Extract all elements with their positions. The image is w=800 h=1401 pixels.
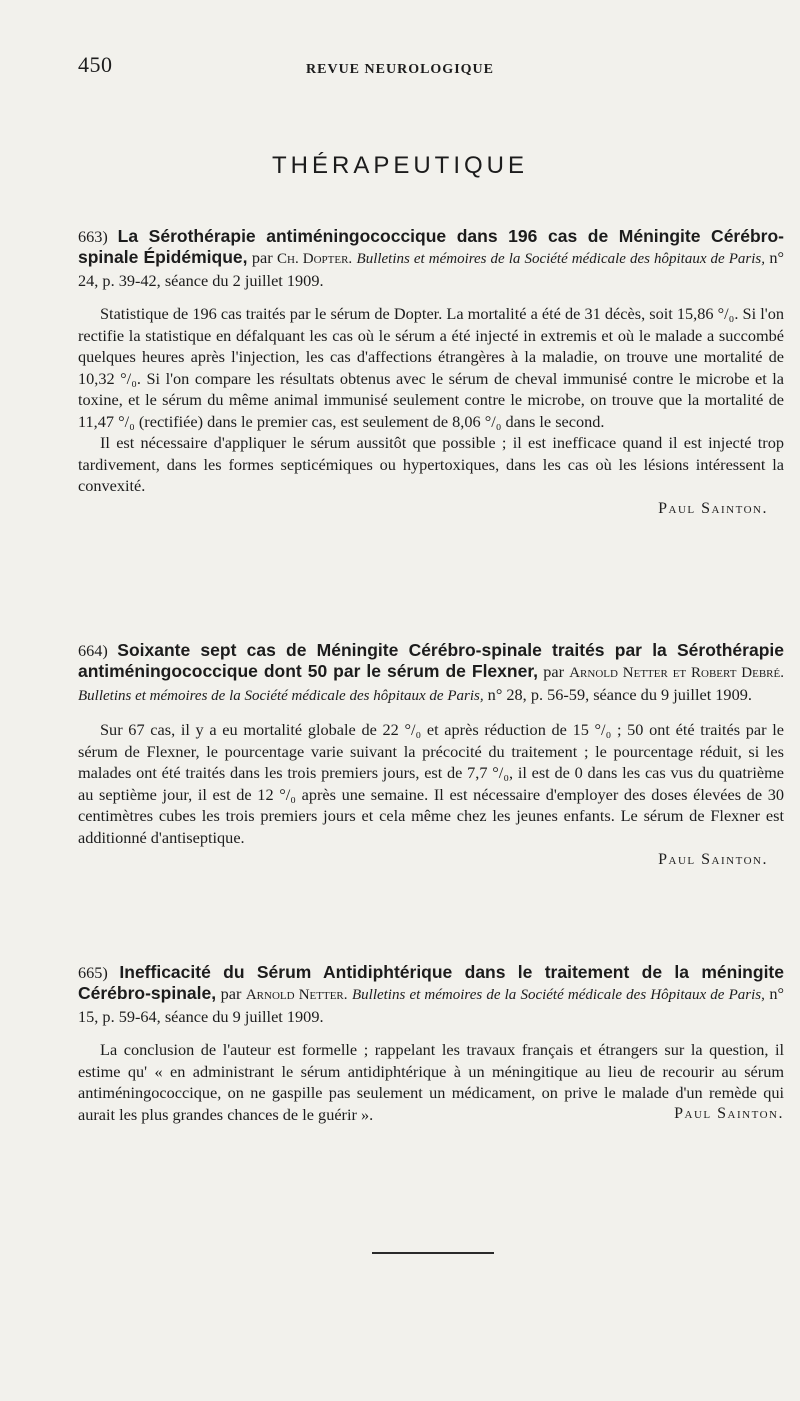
entry-by: par — [251, 248, 273, 267]
page-number: 450 — [78, 52, 113, 77]
entry-title: Soixante sept cas de Méningite Cérébro-spinale traités par la Sérothérapie antiméningococcique dont 50 par le sérum de Flexner, — [78, 640, 784, 681]
entry-heading — [78, 962, 784, 1027]
entry-heading — [78, 226, 784, 291]
entry-authors: Arnold Netter. — [245, 987, 348, 1003]
entry-source: Bulletins et mémoires de la Société médicale des hôpitaux de Paris, — [78, 688, 484, 704]
abstract-663 — [78, 226, 784, 519]
entry-authors: Arnold Netter et Robert Debré. — [569, 665, 784, 681]
section-title: THÉRAPEUTIQUE — [271, 152, 529, 179]
entry-title: Inefficacité du Sérum Antidiphtérique dans le traitement de la méningite Cérébro-spinale, — [78, 962, 784, 1003]
entry-by: par — [220, 984, 242, 1003]
entry-paragraph: Sur 67 cas, il y a eu mortalité globale de 22 °/₀ et après réduction de 15 °/₀ ; 50 ont été traités par le sérum de Flexner, le pourcentage varie suivant la précocité du traitement ; le pourcentage réduit, si les malades ont été traités dans les trois premiers jours, est de 7,7 °/₀, il est de 0 dans les cas vus du quatrième au septième jour, il est de 12 °/₀ après une semaine. Il est nécessaire d'employer des doses élevées de 30 centimètres cubes les trois premiers jours et cela même chez les jeunes enfants. Le sérum de Flexner est additionné d'antiseptique. — [78, 720, 784, 847]
entry-source: Bulletins et mémoires de la Société médicale des hôpitaux de Paris, — [356, 251, 765, 267]
entry-source: Bulletins et mémoires de la Société médicale des Hôpitaux de Paris, — [351, 987, 765, 1003]
entry-number: 664) — [78, 641, 108, 660]
entry-by: par — [543, 662, 565, 681]
entry-authors: Ch. Dopter. — [277, 251, 353, 267]
entry-paragraph-text: La conclusion de l'auteur est formelle ; rappelant les travaux français et étrangers sur la question, il estime qu' « en administrant le sérum antidiphtérique à un méningitique au lieu de recourir au sérum antiméningococcique, on ne gaspille pas seulement un médicament, on prive le malade d'un remède qui aurait les plus grandes chances de le guérir ». — [78, 1040, 784, 1124]
entry-signature: Paul Sainton. — [658, 851, 768, 868]
entry-details: n° 15, p. 59-64, séance du 9 juillet 1909. — [78, 984, 784, 1026]
entry-paragraph — [78, 1039, 784, 1125]
end-rule — [372, 1252, 494, 1254]
entry-details: n° 28, p. 56-59, séance du 9 juillet 1909. — [487, 685, 752, 704]
entry-paragraph: Statistique de 196 cas traités par le sérum de Dopter. La mortalité a été de 31 décès, soit 15,86 °/₀. Si l'on rectifie la statistique en défalquant les cas où le sérum a été injecté in extremis et où le malade a succombé quelques heures après l'injection, les cas d'affections étrangères à la maladie, on trouve une mortalité de 10,32 °/₀. Si l'on compare les résultats obtenus avec le sérum de cheval immunisé contre le microbe et la toxine, et le sérum du même animal immunisé seulement contre le microbe, on trouve que la mortalité de 11,47 °/₀ (rectifiée) dans le premier cas, est seulement de 8,06 °/₀ dans le second. — [78, 304, 784, 431]
entry-heading — [78, 640, 784, 707]
entry-number: 663) — [78, 227, 108, 246]
entry-signature: Paul Sainton. — [658, 499, 768, 517]
entry-number: 665) — [78, 963, 108, 982]
running-head: REVUE NEUROLOGIQUE — [306, 62, 494, 77]
entry-paragraph: Il est nécessaire d'appliquer le sérum aussitôt que possible ; il est inefficace quand il est injecté trop tardivement, dans les formes septicémiques ou hypertoxiques, dans les cas où les lésions intéressent la convexité. — [78, 433, 784, 495]
abstract-664 — [78, 640, 784, 870]
entry-signature: Paul Sainton. — [674, 1104, 784, 1122]
entry-title: La Sérothérapie antiméningococcique dans 196 cas de Méningite Cérébro-spinale Épidémique, — [78, 226, 784, 267]
entry-details: n° 24, p. 39-42, séance du 2 juillet 1909. — [78, 248, 784, 290]
abstract-665 — [78, 962, 784, 1125]
